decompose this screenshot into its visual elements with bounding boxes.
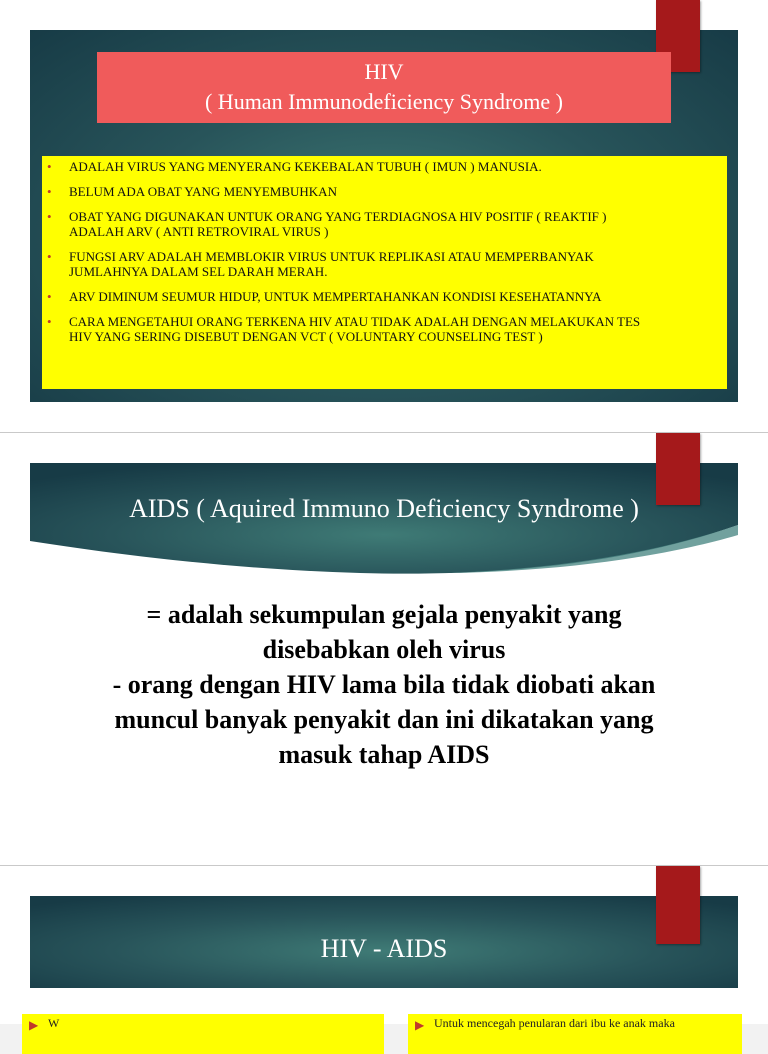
bullet-list — [47, 159, 707, 344]
list-item-text: CARA MENGETAHUI ORANG TERKENA HIV ATAU TIDAK ADALAH DENGAN MELAKUKAN TES — [69, 314, 641, 329]
bullet-icon: • — [47, 209, 52, 224]
arrow-bullet-icon: ▶ — [415, 1018, 425, 1032]
bookmark-ribbon — [656, 433, 700, 505]
info-box-left — [22, 1014, 384, 1054]
list-item-text-continued: JUMLAHNYA DALAM SEL DARAH MERAH. — [69, 264, 328, 279]
bullet-list-box — [42, 156, 727, 389]
body-line: masuk tahap AIDS — [278, 740, 490, 769]
arrow-bullet-icon: ▶ — [29, 1018, 39, 1032]
list-item — [47, 159, 707, 174]
slide-hiv-aids — [0, 866, 768, 1032]
slide-title: HIV — [364, 59, 404, 84]
bullet-icon: • — [47, 249, 52, 264]
bullet-icon: • — [47, 184, 52, 199]
slide-aids — [0, 433, 768, 865]
info-box-text: Untuk mencegah penularan dari ibu ke anak maka — [434, 1016, 675, 1030]
list-item-text: ARV DIMINUM SEUMUR HIDUP, UNTUK MEMPERTAHANKAN KONDISI KESEHATANNYA — [69, 289, 602, 304]
bullet-icon: • — [47, 289, 52, 304]
list-item — [47, 209, 707, 239]
body-line: muncul banyak penyakit dan ini dikatakan yang — [114, 705, 654, 734]
list-item — [47, 249, 707, 279]
slide-hiv — [0, 0, 768, 432]
body-line: = adalah sekumpulan gejala penyakit yang — [146, 600, 622, 629]
slide-body-text — [70, 597, 698, 772]
list-item-text: FUNGSI ARV ADALAH MEMBLOKIR VIRUS UNTUK REPLIKASI ATAU MEMPERBANYAK — [69, 249, 594, 264]
slide-title: AIDS ( Aquired Immuno Deficiency Syndrome ) — [129, 494, 639, 523]
list-item-text-continued: HIV YANG SERING DISEBUT DENGAN VCT ( VOLUNTARY COUNSELING TEST ) — [69, 329, 543, 344]
slide-title-box — [97, 52, 671, 123]
info-box-text: W — [48, 1016, 60, 1030]
list-item-text: ADALAH VIRUS YANG MENYERANG KEKEBALAN TUBUH ( IMUN ) MANUSIA. — [69, 159, 542, 174]
list-item-text-continued: ADALAH ARV ( ANTI RETROVIRAL VIRUS ) — [69, 224, 329, 239]
body-line: - orang dengan HIV lama bila tidak diobati akan — [112, 670, 656, 699]
info-box-right — [408, 1014, 742, 1054]
bullet-icon: • — [47, 159, 52, 174]
list-item — [47, 314, 707, 344]
bookmark-ribbon — [656, 866, 700, 944]
slide-title: HIV - AIDS — [320, 934, 448, 963]
list-item-text: BELUM ADA OBAT YANG MENYEMBUHKAN — [69, 184, 337, 199]
bullet-icon: • — [47, 314, 52, 329]
list-item-text: OBAT YANG DIGUNAKAN UNTUK ORANG YANG TERDIAGNOSA HIV POSITIF ( REAKTIF ) — [69, 209, 607, 224]
title-banner — [30, 463, 738, 575]
list-item — [47, 289, 707, 304]
list-item — [47, 184, 707, 199]
body-line: disebabkan oleh virus — [262, 635, 506, 664]
title-banner — [30, 896, 738, 988]
slide-subtitle: ( Human Immunodeficiency Syndrome ) — [204, 89, 563, 114]
